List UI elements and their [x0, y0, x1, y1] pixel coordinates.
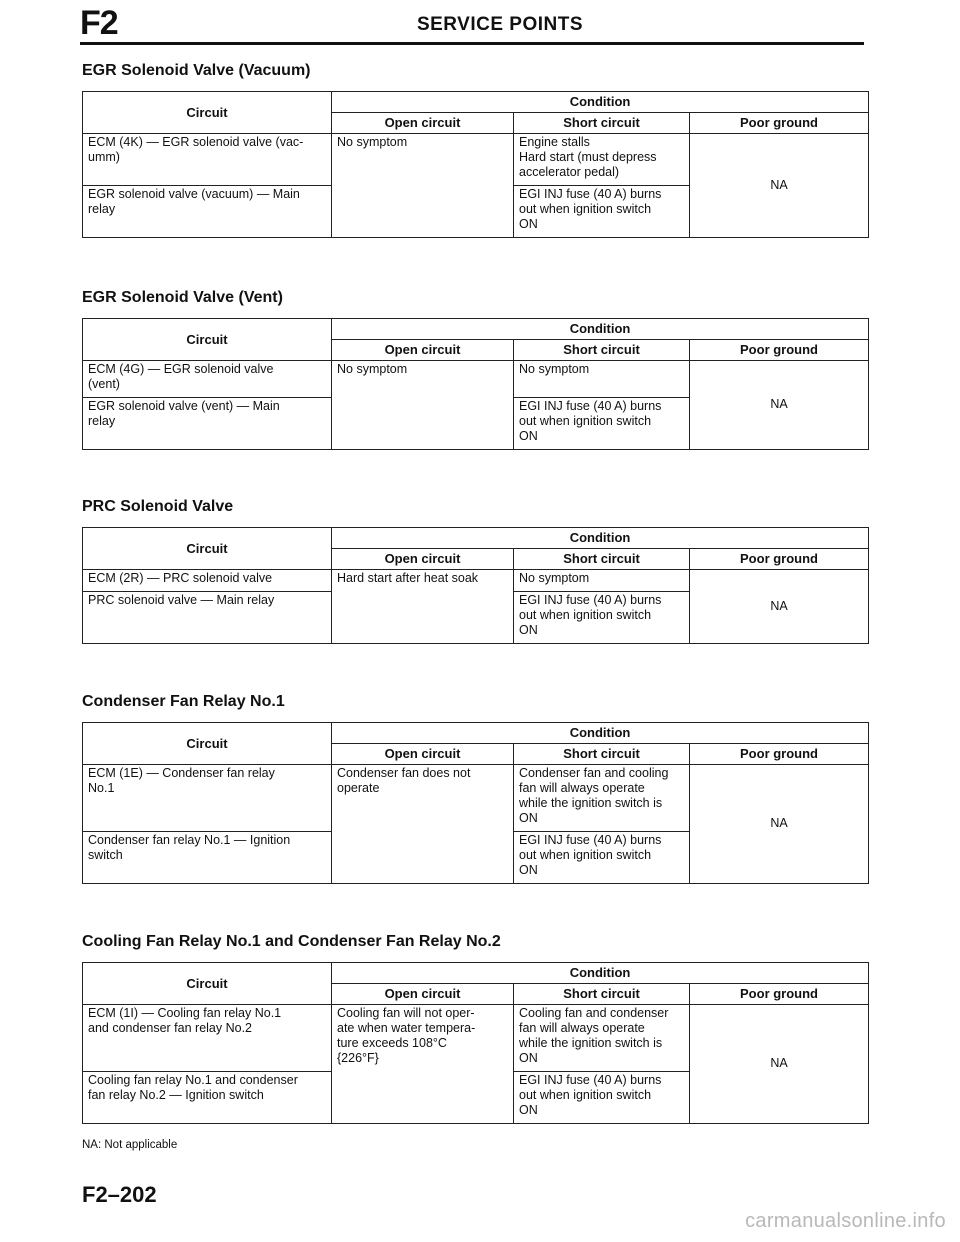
poor-ground-cell: NA	[690, 361, 869, 450]
circuit-header: Circuit	[83, 319, 332, 361]
short-circuit-cell: Engine stalls Hard start (must depress accelerator pedal)	[514, 134, 690, 186]
poor-ground-header: Poor ground	[690, 984, 869, 1005]
poor-ground-header: Poor ground	[690, 340, 869, 361]
circuit-cell: ECM (1E) — Condenser fan relay No.1	[83, 765, 332, 832]
circuit-cell: ECM (2R) — PRC solenoid valve	[83, 570, 332, 592]
circuit-cell: PRC solenoid valve — Main relay	[83, 592, 332, 644]
page-code: F2	[80, 4, 118, 42]
short-circuit-cell: EGI INJ fuse (40 A) burns out when ignition switch ON	[514, 398, 690, 450]
poor-ground-cell: NA	[690, 134, 869, 238]
table-egr-vent	[82, 318, 869, 450]
short-circuit-header: Short circuit	[514, 549, 690, 570]
circuit-cell: Condenser fan relay No.1 — Ignition switch	[83, 832, 332, 884]
condition-header: Condition	[332, 319, 869, 340]
open-circuit-cell: Hard start after heat soak	[332, 570, 514, 644]
short-circuit-cell: EGI INJ fuse (40 A) burns out when ignition switch ON	[514, 832, 690, 884]
table-row	[83, 570, 869, 592]
open-circuit-cell: No symptom	[332, 134, 514, 238]
poor-ground-header: Poor ground	[690, 549, 869, 570]
short-circuit-cell: EGI INJ fuse (40 A) burns out when ignition switch ON	[514, 592, 690, 644]
short-circuit-header: Short circuit	[514, 340, 690, 361]
condition-header: Condition	[332, 723, 869, 744]
circuit-header: Circuit	[83, 528, 332, 570]
section-title-prc: PRC Solenoid Valve	[82, 498, 234, 515]
short-circuit-cell: EGI INJ fuse (40 A) burns out when ignition switch ON	[514, 186, 690, 238]
watermark: carmanualsonline.info	[745, 1210, 946, 1232]
table-row	[83, 1005, 869, 1072]
open-circuit-header: Open circuit	[332, 113, 514, 134]
short-circuit-header: Short circuit	[514, 984, 690, 1005]
poor-ground-header: Poor ground	[690, 744, 869, 765]
circuit-cell: ECM (4K) — EGR solenoid valve (vac- umm)	[83, 134, 332, 186]
table-egr-vacuum	[82, 91, 869, 238]
circuit-cell: ECM (1I) — Cooling fan relay No.1 and condenser fan relay No.2	[83, 1005, 332, 1072]
open-circuit-cell: Condenser fan does not operate	[332, 765, 514, 884]
table-cooling-fan-relay	[82, 962, 869, 1124]
circuit-cell: EGR solenoid valve (vacuum) — Main relay	[83, 186, 332, 238]
condition-header: Condition	[332, 92, 869, 113]
circuit-header: Circuit	[83, 963, 332, 1005]
open-circuit-cell: Cooling fan will not oper- ate when water tempera- ture exceeds 108°C {226°F}	[332, 1005, 514, 1124]
poor-ground-cell: NA	[690, 570, 869, 644]
header-rule	[80, 42, 864, 45]
table-row	[83, 134, 869, 186]
open-circuit-cell: No symptom	[332, 361, 514, 450]
circuit-cell: ECM (4G) — EGR solenoid valve (vent)	[83, 361, 332, 398]
circuit-cell: EGR solenoid valve (vent) — Main relay	[83, 398, 332, 450]
poor-ground-cell: NA	[690, 765, 869, 884]
page-title: SERVICE POINTS	[416, 14, 584, 35]
section-title-cooling-fan-relay: Cooling Fan Relay No.1 and Condenser Fan Relay No.2	[82, 933, 501, 950]
poor-ground-header: Poor ground	[690, 113, 869, 134]
page-number: F2–202	[82, 1182, 157, 1207]
circuit-header: Circuit	[83, 723, 332, 765]
short-circuit-cell: Cooling fan and condenser fan will always operate while the ignition switch is ON	[514, 1005, 690, 1072]
short-circuit-header: Short circuit	[514, 113, 690, 134]
open-circuit-header: Open circuit	[332, 744, 514, 765]
open-circuit-header: Open circuit	[332, 984, 514, 1005]
poor-ground-cell: NA	[690, 1005, 869, 1124]
short-circuit-cell: EGI INJ fuse (40 A) burns out when ignition switch ON	[514, 1072, 690, 1124]
table-prc	[82, 527, 869, 644]
section-title-condenser-fan-relay-1: Condenser Fan Relay No.1	[82, 693, 285, 710]
section-title-egr-vent: EGR Solenoid Valve (Vent)	[82, 289, 283, 306]
circuit-header: Circuit	[83, 92, 332, 134]
open-circuit-header: Open circuit	[332, 549, 514, 570]
circuit-cell: Cooling fan relay No.1 and condenser fan relay No.2 — Ignition switch	[83, 1072, 332, 1124]
condition-header: Condition	[332, 963, 869, 984]
short-circuit-cell: No symptom	[514, 570, 690, 592]
open-circuit-header: Open circuit	[332, 340, 514, 361]
short-circuit-cell: Condenser fan and cooling fan will always operate while the ignition switch is ON	[514, 765, 690, 832]
section-title-egr-vacuum: EGR Solenoid Valve (Vacuum)	[82, 62, 311, 79]
condition-header: Condition	[332, 528, 869, 549]
footnote: NA: Not applicable	[82, 1139, 178, 1151]
table-condenser-fan-relay-1	[82, 722, 869, 884]
table-row	[83, 361, 869, 398]
table-row	[83, 765, 869, 832]
short-circuit-cell: No symptom	[514, 361, 690, 398]
short-circuit-header: Short circuit	[514, 744, 690, 765]
